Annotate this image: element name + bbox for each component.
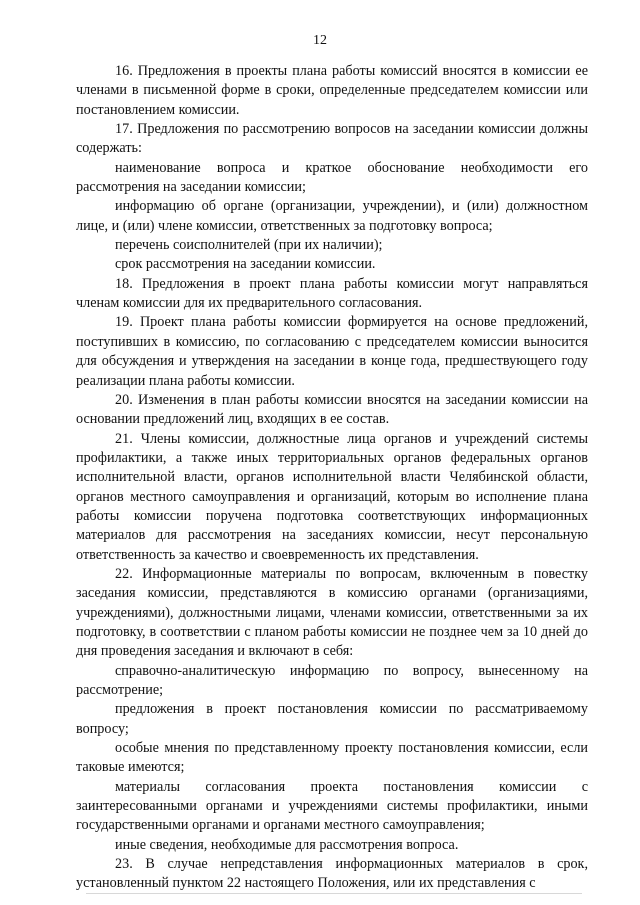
page-bottom-divider: [86, 893, 582, 894]
paragraph-18: 18. Предложения в проект плана работы комиссии могут направляться членам комиссии для их предварительного согласования.: [76, 275, 588, 312]
paragraph-23: 23. В случае непредставления информационных материалов в срок, установленный пунктом 22 настоящего Положения, или их представления с: [76, 856, 588, 892]
list-item-reference-info: справочно-аналитическую информацию по вопросу, вынесенному на рассмотрение;: [76, 662, 588, 698]
page-number: 12: [313, 33, 327, 48]
list-item-responsible-info: информацию об органе (организации, учреждении), и (или) должностном лице, и (или) члене комиссии, ответственных за подготовку вопроса;: [76, 198, 588, 234]
paragraph-21: 21. Члены комиссии, должностные лица органов и учреждений системы профилактики, а также иных территориальных органов федеральных органов исполнительной власти, органов исполнительной власти Челябинской области, органов местного самоуправления и организаций, которым во исполнение плана работы комиссии поручена подготовка соответствующих информационных материалов для рассмотрения на заседаниях комиссии, несут персональную ответственность за качество и своевременность их представления.: [76, 430, 588, 563]
list-item-other-info: иные сведения, необходимые для рассмотрения вопроса.: [115, 836, 459, 853]
paragraph-16: 16. Предложения в проекты плана работы комиссий вносятся в комиссии ее членами в письменной форме в сроки, определенные председателем комиссии или постановлением комиссии.: [76, 63, 588, 118]
paragraph-20: 20. Изменения в план работы комиссии вносятся на заседании комиссии на основании предложений лиц, входящих в ее состав.: [76, 391, 588, 428]
list-item-review-term: срок рассмотрения на заседании комиссии.: [115, 256, 376, 273]
list-item-approval-materials: материалы согласования проекта постановления комиссии с заинтересованными органами и учреждениями системы профилактики, иными государственными органами и органами местного самоуправления;: [76, 778, 588, 834]
list-item-co-executors: перечень соисполнителей (при их наличии);: [115, 237, 383, 254]
list-item-special-opinions: особые мнения по представленному проекту постановления комиссии, если таковые имеются;: [76, 740, 588, 776]
list-item-question-name: наименование вопроса и краткое обоснование необходимости его рассмотрения на заседании комиссии;: [76, 159, 588, 196]
paragraph-22: 22. Информационные материалы по вопросам, включенным в повестку заседания комиссии, представляются в комиссию органами (организациями, учреждениями), должностными лицами, членами комиссии, ответственными за их подготовку, в соответствии с планом работы комиссии не позднее чем за 10 дней до дня проведения заседания и включают в себя:: [76, 565, 588, 660]
paragraph-17: 17. Предложения по рассмотрению вопросов на заседании комиссии должны содержать:: [76, 121, 588, 157]
list-item-draft-proposals: предложения в проект постановления комиссии по рассматриваемому вопросу;: [76, 701, 588, 737]
document-body: [76, 62, 588, 894]
paragraph-19: 19. Проект плана работы комиссии формируется на основе предложений, поступивших в комиссию, по согласованию с председателем комиссии выносится для обсуждения и утверждения на заседании в конце года, предшествующего году реализации плана работы комиссии.: [76, 314, 588, 389]
